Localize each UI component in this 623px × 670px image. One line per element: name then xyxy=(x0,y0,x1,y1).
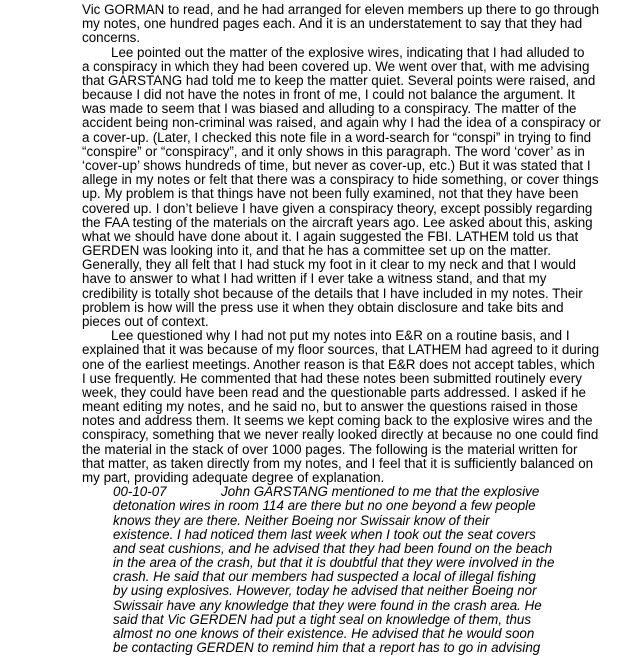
text-line: Generally, they all felt that I had stuck my foot in it clear to my neck and that I would xyxy=(82,257,576,273)
text-line: problem is how will the press use it when they obtain disclosure and take bits and xyxy=(82,299,564,315)
text-line: GERDEN was looking into it, and that he has a committee set up on the matter. xyxy=(82,243,551,259)
text-line: Lee questioned why I had not put my notes into E&R on a routine basis, and I xyxy=(111,328,570,344)
quote-line: detonation wires in room 114 are there but no one beyond a few people xyxy=(113,498,536,514)
text-line: covered up. I don’t believe I have given a conspiracy theory, except possibly regarding xyxy=(82,200,593,216)
text-line: Vic GORMAN to read, and he had arranged for eleven members up there to go through xyxy=(82,2,600,17)
note-date: 00-10-07 xyxy=(113,484,167,500)
text-line: allege in my notes or felt that there was a conspiracy to hide something, or cover things xyxy=(82,172,599,188)
text-line: pieces out of context. xyxy=(82,314,209,329)
text-line: accident being non-criminal was raised, and again why I had the idea of a conspiracy or xyxy=(82,115,601,131)
text-line: my notes, one hundred pages each. And it is an understatement to say that they had xyxy=(82,16,583,32)
quote-line: by using explosives. However, today he advised that neither Boeing nor xyxy=(113,583,537,599)
text-line: meant editing my notes, and he said no, but to answer the questions raised in those xyxy=(82,399,578,414)
text-line: that GARSTANG had told me to keep the matter quiet. Several points were raised, and xyxy=(82,72,596,88)
quote-line: Swissair have any knowledge that they were found in the crash area. He xyxy=(113,597,542,613)
text-line: conspiracy, something that we never really looked directly at because no one could find xyxy=(82,427,599,443)
quote-line: and seat cushions, and he advised that they had been found on the beach xyxy=(113,540,553,556)
text-line: explained that it was because of my floor sources, that LATHEM had agreed to it during xyxy=(82,342,600,358)
quote-line: in the area of the crash, but that it is doubtful that they were involved in the xyxy=(113,555,555,570)
text-line: notes and address them. It seems we kept coming back to the explosive wires and the xyxy=(82,413,593,429)
text-line: the material in the stack of over 1000 pages. The following is the material written for xyxy=(82,441,578,457)
quote-line: crash. He said that our members had suspected a local of illegal fishing xyxy=(113,569,536,585)
quote-line: be contacting GERDEN to remind him that a report has to go in advising xyxy=(113,640,541,656)
quote-line: said that Vic GERDEN had put a tight seal on knowledge of them, thus xyxy=(113,611,532,627)
text-line: was made to seem that I was biased and alluding to a conspiracy. The matter of the xyxy=(82,101,577,117)
text-line: week, they could have been read and the questionable parts addressed. I asked if he xyxy=(82,384,586,400)
text-line: what we should have done about it. I again suggested the FBI. LATHEM told us that xyxy=(82,228,579,244)
quote-first-line xyxy=(113,485,539,499)
text-line: concerns. xyxy=(82,30,141,46)
text-line: have to answer to what I had written if I ever take a witness stand, and that my xyxy=(82,271,547,287)
text-line: “conspire” or “conspiracy”, and it only shows in this paragraph. The word ‘cover’ as in xyxy=(82,143,585,159)
text-line: credibility is totally shot because of the details that I have included in my notes. Their xyxy=(82,285,583,301)
quote-line: existence. I had noticed them last week when I took out the seat covers xyxy=(113,526,536,542)
text-line: up. My problem is that things have not been fully examined, not that they have been xyxy=(82,186,579,202)
text-line: the FAA testing of the materials on the aircraft years ago. Lee asked about this, asking xyxy=(82,214,593,230)
text-line: that matter, as taken directly from my notes, and I feel that it is sufficiently balanced on xyxy=(82,455,594,471)
text-line: my part, providing adequate degree of explanation. xyxy=(82,469,385,485)
quote-line: John GARSTANG mentioned to me that the explosive xyxy=(221,484,540,500)
text-line: Lee pointed out the matter of the explosive wires, indicating that I had alluded to xyxy=(111,44,585,60)
text-line: one of the earliest meetings. Another reason is that E&R does not accept tables, which xyxy=(82,356,595,372)
text-line: a cover-up. (Later, I checked this note file in a word-search for “conspi” in trying to find xyxy=(82,129,592,145)
text-line: because I did not have the notes in front of me, I could not balance the argument. It xyxy=(82,87,575,103)
quote-line: almost no one knows of their existence. He advised that he would soon xyxy=(113,625,535,641)
text-line: a conspiracy in which they had been covered up. We went over that, with me advising xyxy=(82,58,590,74)
quote-line: knows they are there. Neither Boeing nor Swissair know of their xyxy=(113,512,490,528)
text-line: I use frequently. He commented that had these notes been submitted routinely every xyxy=(82,370,582,386)
text-line: ‘cover-up’ shows hundreds of time, but never as cover-up, etc.) But it was stated that I xyxy=(82,158,591,173)
